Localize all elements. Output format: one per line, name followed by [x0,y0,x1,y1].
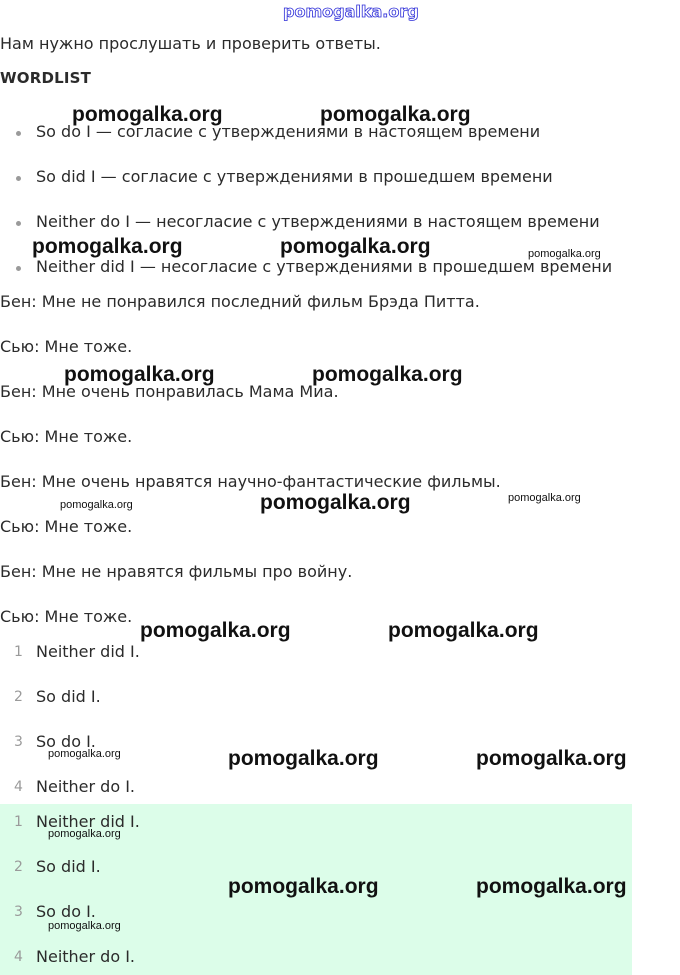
answer-number: 2 [14,689,23,705]
watermark-text: pomogalka.org [280,235,431,258]
bullet-icon [16,221,21,226]
highlighted-answer-item [0,947,632,971]
dialog-line-sue: Сью: Мне тоже. [0,427,133,446]
bullet-icon [16,131,21,136]
watermark-text: pomogalka.org [476,875,627,898]
watermark-text: pomogalka.org [72,103,223,126]
answer-text: So do I. [36,732,96,751]
watermark-text: pomogalka.org [228,875,379,898]
answer-number: 3 [14,904,23,920]
watermark-text: pomogalka.org [388,619,539,642]
watermark-text: pomogalka.org [48,748,121,760]
answer-number: 4 [14,949,23,965]
dialog-line-sue: Сью: Мне тоже. [0,517,133,536]
answer-text: Neither did I. [36,642,140,661]
watermark-text: pomogalka.org [260,491,411,514]
answer-number: 4 [14,779,23,795]
dialog-line-ben: Бен: Мне не нравятся фильмы про войну. [0,562,353,581]
answer-number: 3 [14,734,23,750]
answer-text: So do I. [36,902,96,921]
watermark-text: pomogalka.org [508,492,581,504]
watermark-text: pomogalka.org [320,103,471,126]
answer-text: So did I. [36,687,101,706]
watermark-text: pomogalka.org [312,363,463,386]
wordlist-item-text: So did I — согласие с утверждениями в прошедшем времени [36,167,553,186]
watermark-text: pomogalka.org [228,747,379,770]
watermark-text: pomogalka.org [64,363,215,386]
watermark-text: pomogalka.org [48,920,121,932]
watermark-text: pomogalka.org [140,619,291,642]
dialog-line-ben: Бен: Мне не понравился последний фильм Брэда Питта. [0,292,480,311]
watermark-text: pomogalka.org [32,235,183,258]
wordlist-item [16,257,636,281]
answer-text: Neither do I. [36,777,136,796]
answer-item [0,642,632,666]
dialog-line-sue: Сью: Мне тоже. [0,337,133,356]
answer-item [0,777,632,801]
wordlist-item-text: So do I — согласие с утверждениями в настоящем времени [36,122,541,141]
wordlist-heading: WORDLIST [0,69,92,87]
watermark-text: pomogalka.org [60,499,133,511]
bullet-icon [16,266,21,271]
dialog-line-sue: Сью: Мне тоже. [0,607,133,626]
watermark-text: pomogalka.org [476,747,627,770]
dialog-line-ben: Бен: Мне очень нравятся научно-фантастические фильмы. [0,472,501,491]
answer-item [0,687,632,711]
wordlist-item-text: Neither do I — несогласие с утверждениями в настоящем времени [36,212,600,231]
answer-number: 2 [14,859,23,875]
answer-number: 1 [14,814,23,830]
wordlist-item [16,167,636,191]
wordlist-item-text: Neither did I — несогласие с утверждениями в прошедшем времени [36,257,613,276]
watermark-text: pomogalka.org [48,828,121,840]
answer-number: 1 [14,644,23,660]
wordlist-item [16,212,636,236]
bullet-icon [16,176,21,181]
site-watermark-top: pomogalka.org [283,2,419,21]
intro-text: Нам нужно прослушать и проверить ответы. [0,34,381,53]
answer-text: Neither did I. [36,812,140,831]
watermark-text: pomogalka.org [528,248,601,260]
dialog-line-ben: Бен: Мне очень понравилась Мама Миа. [0,382,339,401]
answer-text: So did I. [36,857,101,876]
answer-text: Neither do I. [36,947,136,966]
